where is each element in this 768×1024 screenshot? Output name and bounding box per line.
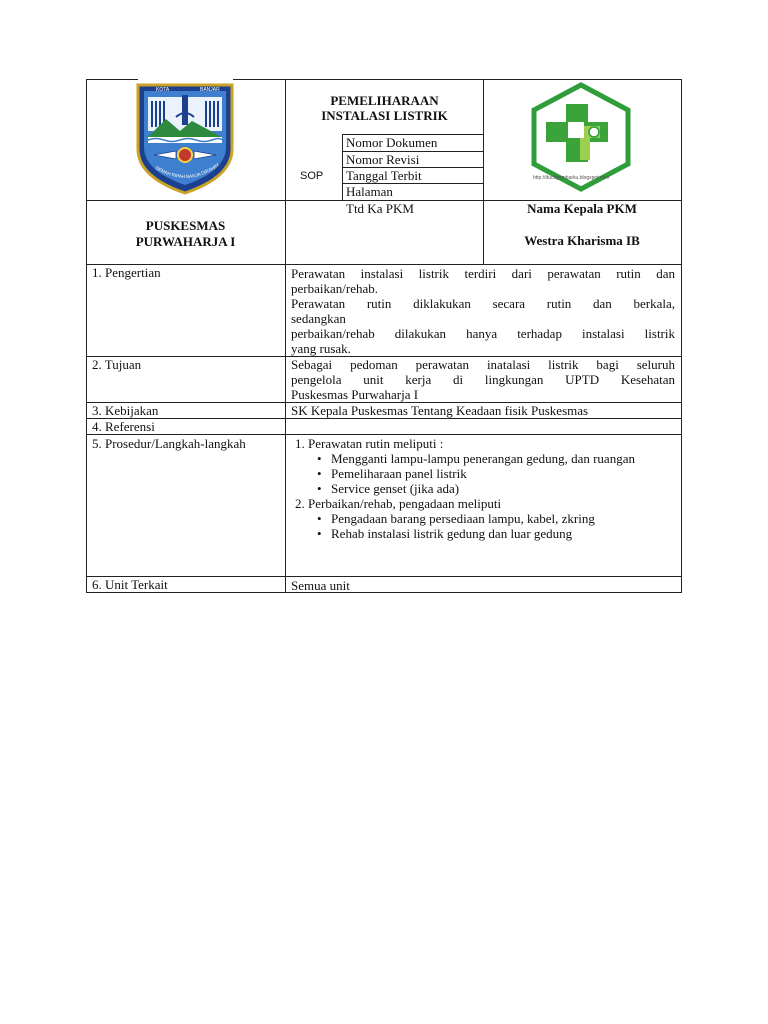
- procedure-heading-1: 1. Perawatan rutin meliputi :: [295, 436, 444, 451]
- organization-name: [86, 218, 285, 250]
- label-prosedur: 5. Prosedur/Langkah-langkah: [92, 436, 246, 451]
- pengertian-line-1: Perawatan instalasi listrik terdiri dari perawatan rutin dan: [291, 266, 675, 281]
- procedure-list-2: [309, 511, 675, 541]
- logo-text-kota: KOTA: [156, 87, 170, 93]
- head-name: Westra Kharisma IB: [524, 233, 640, 248]
- procedure-heading-2: 2. Perbaikan/rehab, pengadaan meliputi: [295, 496, 502, 511]
- pengertian-line-3: Perawatan rutin diklakukan secara rutin dan berkala,: [291, 296, 675, 311]
- pengertian-line-2: perbaikan/rehab.: [291, 281, 378, 296]
- pengertian-line-6: yang rusak.: [291, 341, 351, 356]
- list-item: • Pemeliharaan panel listrik: [309, 466, 675, 481]
- field-halaman: Halaman: [346, 184, 393, 199]
- org-line-2: PURWAHARJA I: [135, 234, 236, 249]
- pengertian-content: [291, 266, 675, 356]
- kebijakan-content: SK Kepala Puskesmas Tentang Keadaan fisik Puskesmas: [291, 403, 589, 418]
- org-line-1: PUSKESMAS: [145, 218, 226, 233]
- field-nomor-revisi: Nomor Revisi: [346, 152, 420, 167]
- list-item: • Rehab instalasi listrik gedung dan luar gedung: [309, 526, 675, 541]
- prosedur-content: [295, 436, 675, 541]
- title-line-2: INSTALASI LISTRIK: [321, 108, 448, 123]
- field-ttd-ka-pkm: Ttd Ka PKM: [346, 201, 414, 216]
- tujuan-line-1: Sebagai pedoman perawatan inatalasi listrik bagi seluruh: [291, 357, 675, 372]
- tujuan-line-3: Puskesmas Purwaharja I: [291, 387, 419, 402]
- field-tanggal-terbit: Tanggal Terbit: [346, 168, 422, 183]
- list-item: • Pengadaan barang persediaan lampu, kabel, zkring: [309, 511, 675, 526]
- kota-banjar-logo: [136, 79, 234, 197]
- list-item: • Service genset (jika ada): [309, 481, 675, 496]
- head-title: Nama Kepala PKM: [527, 201, 637, 216]
- pengertian-line-4: sedangkan: [291, 311, 346, 326]
- field-nomor-dokumen: Nomor Dokumen: [346, 135, 438, 150]
- title-line-1: PEMELIHARAAN: [330, 93, 439, 108]
- label-unit-terkait: 6. Unit Terkait: [92, 577, 168, 592]
- sop-label: SOP: [300, 170, 324, 182]
- unit-terkait-content: Semua unit: [291, 578, 350, 593]
- logo-text-banjar: BANJAR: [200, 87, 220, 93]
- list-item: • Mengganti lampu-lampu penerangan gedung, dan ruangan: [309, 451, 649, 466]
- logo-text-motto: GEMAH RIPAH BAGJA DIRAHAY: [154, 162, 221, 180]
- label-pengertian: 1. Pengertian: [92, 265, 161, 280]
- label-referensi: 4. Referensi: [92, 419, 155, 434]
- label-kebijakan: 3. Kebijakan: [92, 403, 159, 418]
- label-tujuan: 2. Tujuan: [92, 357, 142, 372]
- document-title: [286, 93, 483, 123]
- pengertian-line-5: perbaikan/rehab dilakukan hanya terhadap instalasi listrik: [291, 326, 675, 341]
- tujuan-content: [291, 357, 675, 402]
- logo-source-url: http://duckgambarku.blogspot.com: [533, 175, 610, 181]
- tujuan-line-2: pengelola unit kerja di lingkungan UPTD Kesehatan: [291, 372, 675, 387]
- procedure-list-1: [309, 451, 675, 496]
